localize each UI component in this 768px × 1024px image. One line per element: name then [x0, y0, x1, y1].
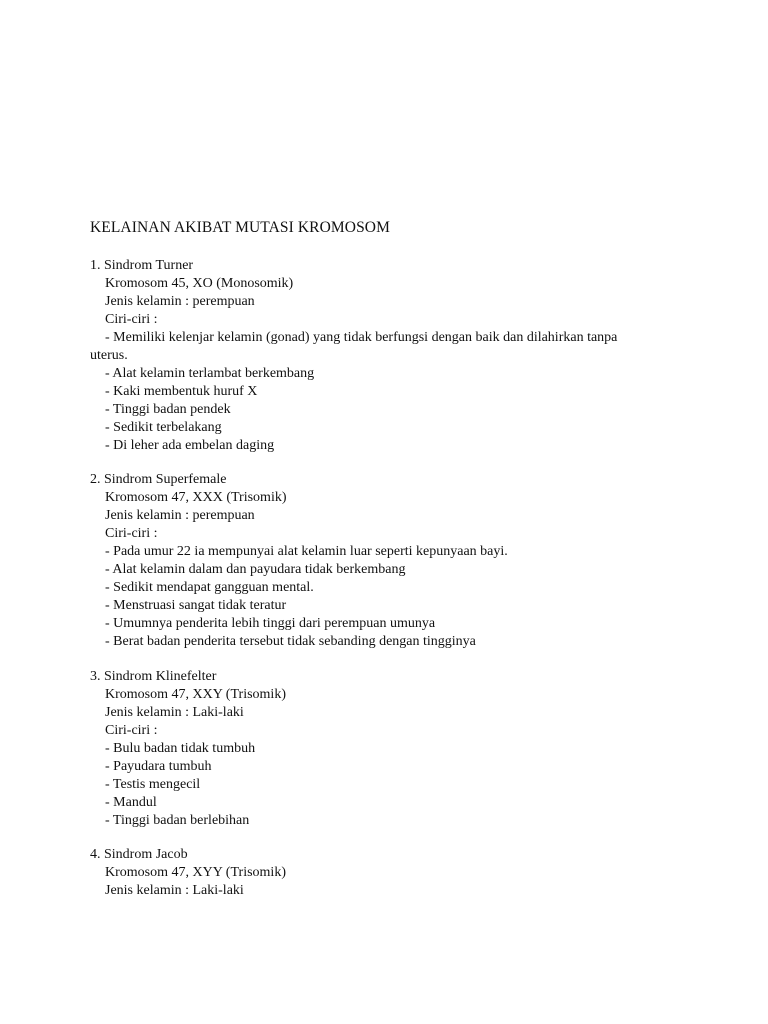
section-sindrom-jacob	[90, 846, 690, 900]
jenis-kelamin-line: Jenis kelamin : Laki-laki	[105, 705, 244, 720]
section-sindrom-superfemale	[90, 471, 690, 651]
ciri-label: Ciri-ciri :	[105, 312, 158, 327]
ciri-item-continuation: uterus.	[90, 348, 128, 363]
ciri-item: - Berat badan penderita tersebut tidak sebanding dengan tingginya	[105, 634, 476, 649]
jenis-kelamin-line: Jenis kelamin : Laki-laki	[105, 883, 244, 898]
ciri-item: - Bulu badan tidak tumbuh	[105, 741, 256, 756]
ciri-item: - Sedikit terbelakang	[105, 420, 222, 435]
section-heading: 2. Sindrom Superfemale	[90, 472, 227, 487]
ciri-item: - Tinggi badan berlebihan	[105, 813, 250, 828]
ciri-item: - Testis mengecil	[105, 777, 201, 792]
ciri-item: - Menstruasi sangat tidak teratur	[105, 598, 287, 613]
kromosom-line: Kromosom 47, XXX (Trisomik)	[105, 490, 287, 505]
ciri-item: - Tinggi badan pendek	[105, 402, 231, 417]
ciri-item: - Alat kelamin terlambat berkembang	[105, 366, 315, 381]
ciri-label: Ciri-ciri :	[105, 526, 158, 541]
jenis-kelamin-line: Jenis kelamin : perempuan	[105, 294, 255, 309]
ciri-item: - Alat kelamin dalam dan payudara tidak berkembang	[105, 562, 406, 577]
ciri-item: - Memiliki kelenjar kelamin (gonad) yang tidak berfungsi dengan baik dan dilahirkan tanpa	[105, 330, 618, 345]
ciri-item: - Sedikit mendapat gangguan mental.	[105, 580, 314, 595]
ciri-item: - Di leher ada embelan daging	[105, 438, 275, 453]
kromosom-line: Kromosom 47, XXY (Trisomik)	[105, 687, 286, 702]
ciri-item: - Payudara tumbuh	[105, 759, 212, 774]
ciri-item: - Kaki membentuk huruf X	[105, 384, 258, 399]
ciri-item: - Pada umur 22 ia mempunyai alat kelamin luar seperti kepunyaan bayi.	[105, 544, 508, 559]
ciri-label: Ciri-ciri :	[105, 723, 158, 738]
jenis-kelamin-line: Jenis kelamin : perempuan	[105, 508, 255, 523]
section-sindrom-turner	[90, 257, 690, 455]
section-heading: 1. Sindrom Turner	[90, 258, 194, 273]
section-heading: 3. Sindrom Klinefelter	[90, 669, 217, 684]
section-sindrom-klinefelter	[90, 668, 690, 830]
ciri-item: - Mandul	[105, 795, 157, 810]
document-title: KELAINAN AKIBAT MUTASI KROMOSOM	[90, 219, 390, 236]
kromosom-line: Kromosom 45, XO (Monosomik)	[105, 276, 294, 291]
kromosom-line: Kromosom 47, XYY (Trisomik)	[105, 865, 286, 880]
section-heading: 4. Sindrom Jacob	[90, 847, 188, 862]
ciri-item: - Umumnya penderita lebih tinggi dari perempuan umunya	[105, 616, 436, 631]
